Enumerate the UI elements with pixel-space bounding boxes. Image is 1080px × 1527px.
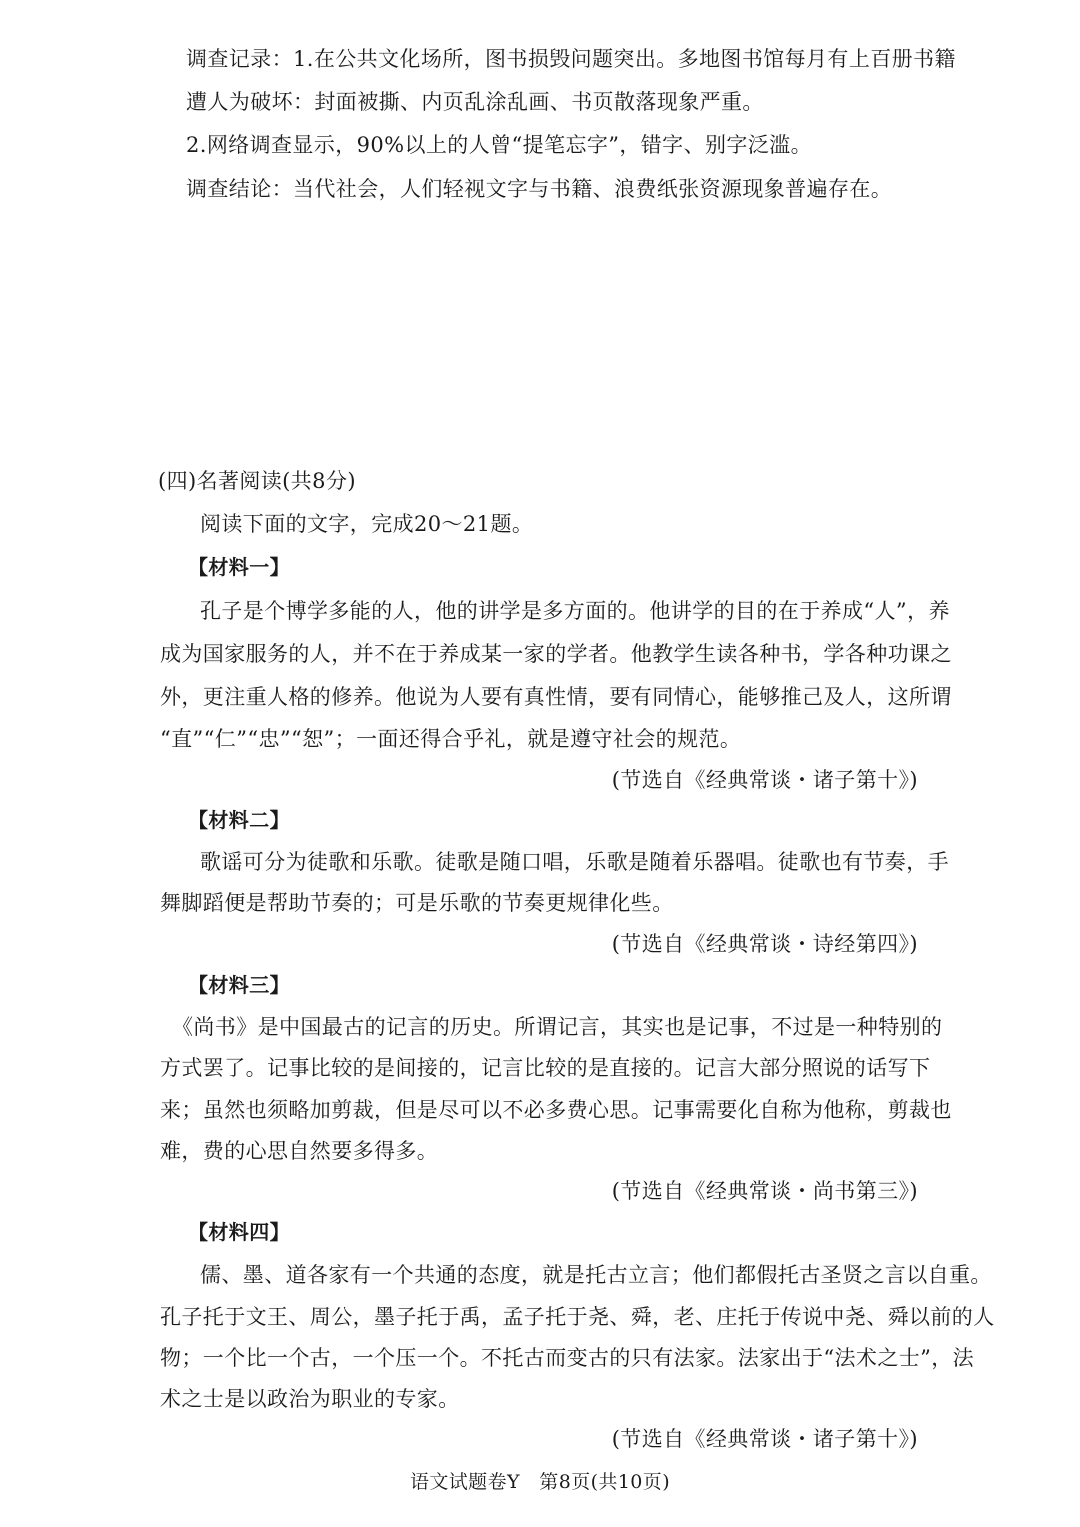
material-3-line: 难，费的心思自然要多得多。 bbox=[160, 1139, 439, 1163]
page-footer: 语文试题卷Y 第8页(共10页) bbox=[409, 1471, 671, 1493]
material-4-line: 孔子托于文王、周公，墨子托于禹，孟子托于尧、舜，老、庄托于传说中尧、舜以前的人 bbox=[160, 1305, 995, 1329]
material-3-line: 《尚书》是中国最古的记言的历史。所谓记言，其实也是记事，不过是一种特别的 bbox=[172, 1015, 943, 1039]
material-4-heading: 【材料四】 bbox=[188, 1220, 290, 1244]
material-2-line: 舞脚蹈便是帮助节奏的；可是乐歌的节奏更规律化些。 bbox=[160, 891, 674, 915]
survey-record-line-2: 遭人为破坏：封面被撕、内页乱涂乱画、书页散落现象严重。 bbox=[186, 90, 764, 114]
survey-conclusion: 调查结论：当代社会，人们轻视文字与书籍、浪费纸张资源现象普遍存在。 bbox=[186, 177, 893, 201]
section-title: (四)名著阅读(共8分) bbox=[158, 469, 356, 493]
material-4-line: 儒、墨、道各家有一个共通的态度，就是托古立言；他们都假托古圣贤之言以自重。 bbox=[200, 1263, 992, 1287]
material-4-line: 术之士是以政治为职业的专家。 bbox=[160, 1387, 460, 1411]
material-1-source: (节选自《经典常谈・诸子第十》) bbox=[611, 768, 918, 792]
material-3-heading: 【材料三】 bbox=[188, 973, 290, 997]
survey-record-item-2: 2.网络调查显示，90%以上的人曾“提笔忘字”，错字、别字泛滥。 bbox=[186, 133, 812, 157]
material-4-source: (节选自《经典常谈・诸子第十》) bbox=[611, 1427, 918, 1451]
material-1-line: “直”“仁”“忠”“恕”；一面还得合乎礼，就是遵守社会的规范。 bbox=[160, 727, 742, 751]
material-1-line: 孔子是个博学多能的人，他的讲学是多方面的。他讲学的目的在于养成“人”，养 bbox=[200, 599, 950, 623]
material-1-heading: 【材料一】 bbox=[188, 555, 290, 579]
material-2-heading: 【材料二】 bbox=[188, 808, 290, 832]
material-3-source: (节选自《经典常谈・尚书第三》) bbox=[611, 1179, 918, 1203]
section-instruction: 阅读下面的文字，完成20～21题。 bbox=[200, 512, 534, 536]
material-3-line: 方式罢了。记事比较的是间接的，记言比较的是直接的。记言大部分照说的话写下 bbox=[160, 1056, 931, 1080]
material-2-source: (节选自《经典常谈・诗经第四》) bbox=[611, 932, 918, 956]
material-3-line: 来；虽然也须略加剪裁，但是尽可以不必多费心思。记事需要化自称为他称，剪裁也 bbox=[160, 1098, 952, 1122]
survey-record-line-1: 调查记录：1.在公共文化场所，图书损毁问题突出。多地图书馆每月有上百册书籍 bbox=[186, 47, 956, 71]
material-1-line: 外，更注重人格的修养。他说为人要有真性情，要有同情心，能够推己及人，这所谓 bbox=[160, 685, 952, 709]
material-2-line: 歌谣可分为徒歌和乐歌。徒歌是随口唱，乐歌是随着乐器唱。徒歌也有节奏，手 bbox=[200, 850, 949, 874]
material-4-line: 物；一个比一个古，一个压一个。不托古而变古的只有法家。法家出于“法术之士”，法 bbox=[160, 1346, 975, 1370]
material-1-line: 成为国家服务的人，并不在于养成某一家的学者。他教学生读各种书，学各种功课之 bbox=[160, 642, 952, 666]
